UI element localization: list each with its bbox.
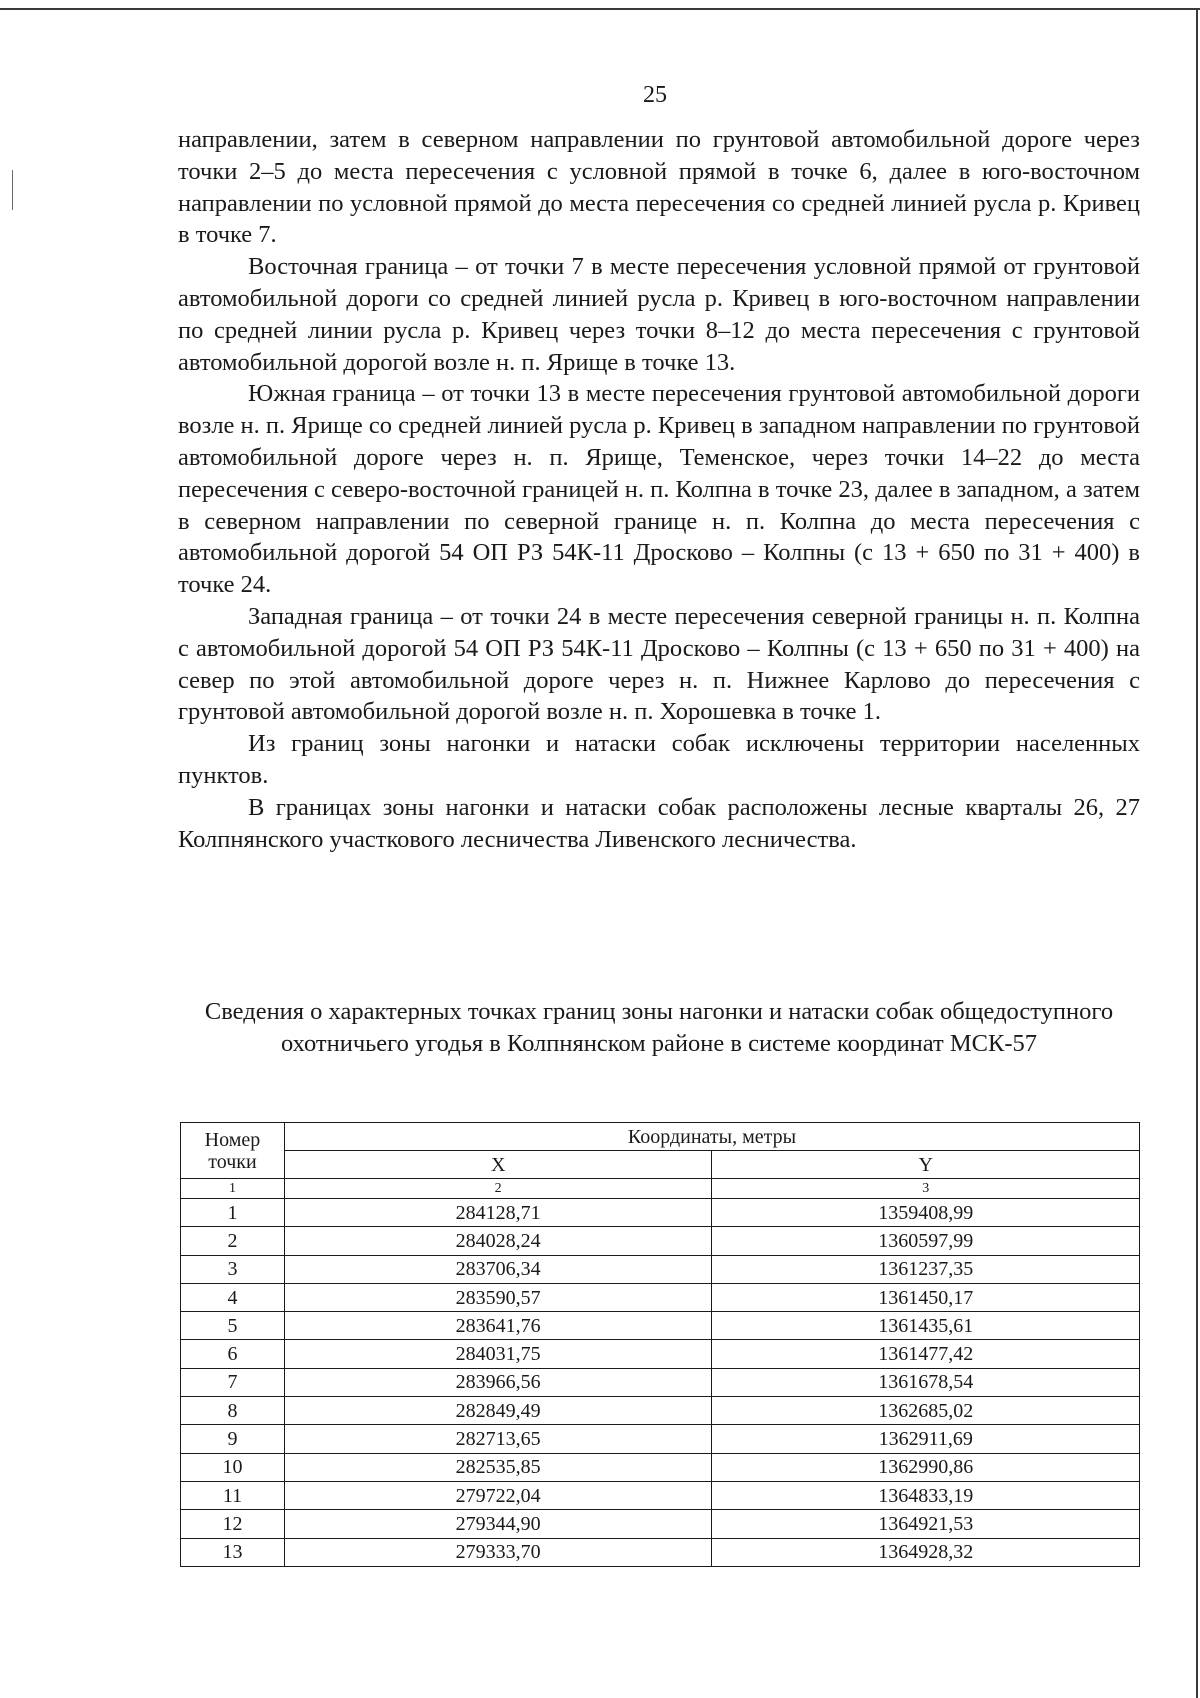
cell-point-number: 4 [181,1283,285,1311]
paragraph-continuation: направлении, затем в северном направлении по грунтовой автомобильной дороге через точки 2–5 до места пересечения с условной прямой в точке 6, далее в юго-восточном направлении по условной прямой до места пересечения со средней линией русла р. Кривец в точке 7. [178,126,1140,249]
cell-point-number: 9 [181,1425,285,1453]
cell-point-number: 11 [181,1481,285,1509]
table-row [181,1368,1140,1396]
cell-x: 282535,85 [284,1453,712,1481]
cell-point-number: 6 [181,1340,285,1368]
cell-y: 1362911,69 [712,1425,1140,1453]
cell-y: 1361678,54 [712,1368,1140,1396]
cell-y: 1364928,32 [712,1538,1140,1566]
cell-y: 1361450,17 [712,1283,1140,1311]
column-number: 3 [712,1179,1140,1199]
cell-x: 283966,56 [284,1368,712,1396]
table-row [181,1453,1140,1481]
header-y: Y [712,1151,1140,1179]
cell-y: 1362685,02 [712,1397,1140,1425]
table-row [181,1425,1140,1453]
table-row [181,1397,1140,1425]
cell-x: 279722,04 [284,1481,712,1509]
paragraph-exclusions: Из границ зоны нагонки и натаски собак исключены территории населенных пунктов. [178,730,1140,789]
coordinates-table [180,1122,1140,1567]
scan-edge-top [0,8,1200,10]
cell-x: 279344,90 [284,1510,712,1538]
header-point-number: Номер точки [181,1123,285,1179]
table-row [181,1283,1140,1311]
table-row [181,1312,1140,1340]
cell-point-number: 1 [181,1199,285,1227]
page-number: 25 [643,82,667,108]
table-row [181,1481,1140,1509]
table-row [181,1538,1140,1566]
cell-x: 283641,76 [284,1312,712,1340]
column-number: 2 [284,1179,712,1199]
paragraph-south-border: Южная граница – от точки 13 в месте пересечения грунтовой автомобильной дороги возле н. п. Ярище со средней линией русла р. Кривец в западном направлении по грунтовой автомобильной дороге через н. п. Ярище, Теменское, через точки 14–22 до места пересечения с северо-восточной границей н. п. Колпна в точке 23, далее в западном, а затем в северном направлении по северной границе н. п. Колпна до места пересечения с автомобильной дорогой 54 ОП РЗ 54К-11 Дросково – Колпны (с 13 + 650 по 31 + 400) в точке 24. [178,380,1140,599]
body-text [178,124,1140,855]
cell-y: 1360597,99 [712,1227,1140,1255]
cell-point-number: 13 [181,1538,285,1566]
header-coordinates: Координаты, метры [284,1123,1139,1151]
cell-x: 282713,65 [284,1425,712,1453]
scan-edge-right [1196,8,1198,1698]
coordinates-table-body [181,1199,1140,1567]
cell-x: 284028,24 [284,1227,712,1255]
cell-y: 1359408,99 [712,1199,1140,1227]
cell-point-number: 5 [181,1312,285,1340]
cell-y: 1361477,42 [712,1340,1140,1368]
cell-y: 1364921,53 [712,1510,1140,1538]
cell-point-number: 3 [181,1255,285,1283]
cell-y: 1364833,19 [712,1481,1140,1509]
table-row [181,1340,1140,1368]
cell-point-number: 8 [181,1397,285,1425]
cell-point-number: 10 [181,1453,285,1481]
paragraph-forest-blocks: В границах зоны нагонки и натаски собак расположены лесные кварталы 26, 27 Колпнянского участкового лесничества Ливенского лесничества. [178,793,1140,853]
table-row [181,1255,1140,1283]
cell-y: 1361237,35 [712,1255,1140,1283]
cell-x: 284128,71 [284,1199,712,1227]
cell-point-number: 2 [181,1227,285,1255]
cell-y: 1361435,61 [712,1312,1140,1340]
cell-point-number: 7 [181,1368,285,1396]
cell-x: 279333,70 [284,1538,712,1566]
table-caption: Сведения о характерных точках границ зоны нагонки и натаски собак общедоступного охотничьего угодья в Колпнянском районе в системе координат МСК-57 [204,998,1114,1057]
table-row [181,1199,1140,1227]
cell-point-number: 12 [181,1510,285,1538]
cell-x: 283706,34 [284,1255,712,1283]
column-number: 1 [181,1179,285,1199]
paragraph-west-border: Западная граница – от точки 24 в месте пересечения северной границы н. п. Колпна с автомобильной дорогой 54 ОП РЗ 54К-11 Дросково – Колпны (с 13 + 650 по 31 + 400) на север по этой автомобильной дороге через н. п. Нижнее Карлово до пересечения с грунтовой автомобильной дорогой возле н. п. Хорошевка в точке 1. [178,602,1140,726]
cell-x: 284031,75 [284,1340,712,1368]
cell-x: 282849,49 [284,1397,712,1425]
table-row [181,1227,1140,1255]
cell-y: 1362990,86 [712,1453,1140,1481]
table-row [181,1510,1140,1538]
scan-mark-left [12,170,13,210]
cell-x: 283590,57 [284,1283,712,1311]
header-x: X [284,1151,712,1179]
paragraph-east-border: Восточная граница – от точки 7 в месте пересечения условной прямой от грунтовой автомобильной дороги со средней линией русла р. Кривец в юго-восточном направлении по средней линии русла р. Кривец через точки 8–12 до места пересечения с грунтовой автомобильной дорогой возле н. п. Ярище в точке 13. [178,253,1140,376]
